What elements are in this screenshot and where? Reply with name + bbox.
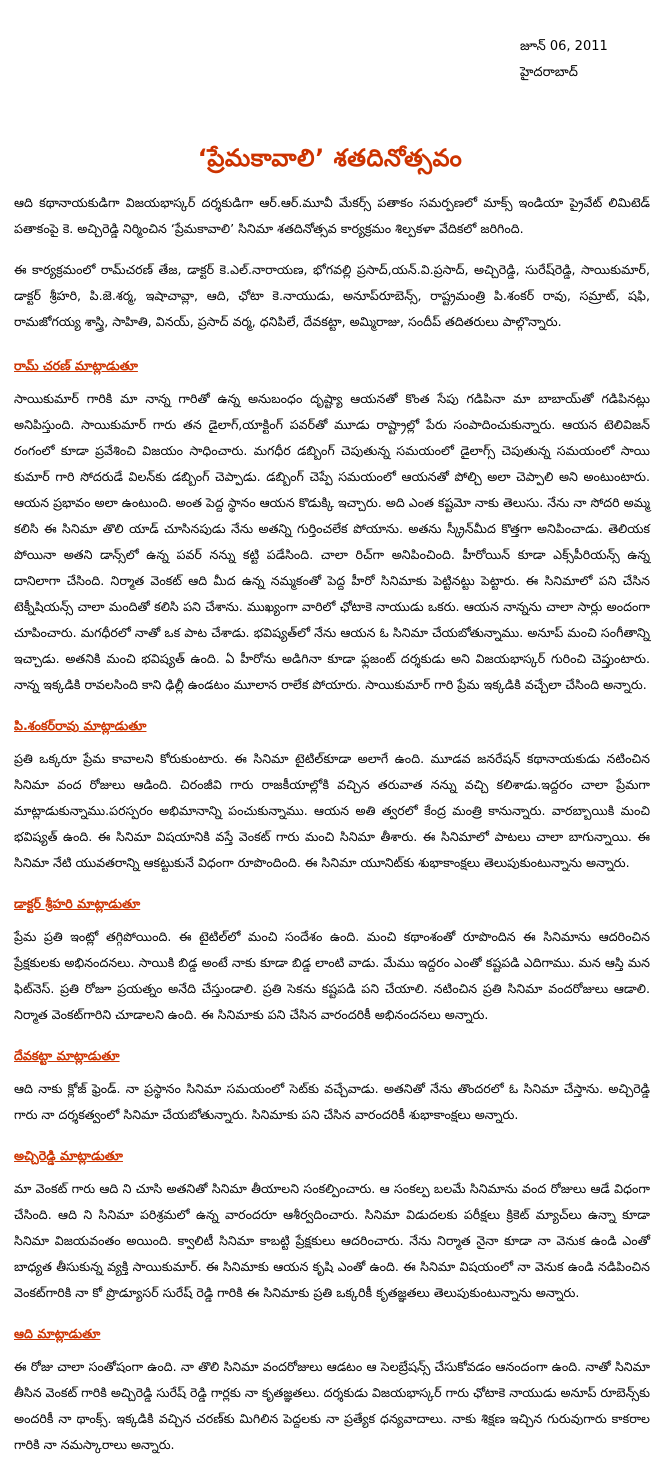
speech-section-shankar-rao [14,713,650,876]
speaker-heading: రామ్ చరణ్ మాట్లాడుతూ [14,358,138,373]
speech-text: సాయికుమార్ గారికి మా నాన్న గారితో ఉన్న అనుబంధం దృష్ట్యా ఆయనతో కొంత సేపు గడిపినా మా బాబాయ్‌తో గడిపినట్లు అనిపిస్తుంది. సాయికుమార్ గారు తన డైలాగ్,యాక్టింగ్ పవర్‌తో మూడు రాష్ట్రాల్లో పేరు సంపాదించుకున్నారు. ఆయన టెలివిజన్ రంగంలో కూడా ప్రవేశించి విజయం సాధించారు. మగధీర డబ్బింగ్ చెపుతున్న సమయంలో డైలాగ్స్ చెపుతున్న సమయంలో సాయి కుమార్ గారి సోదరుడే విలన్‌కు డబ్బింగ్ చెప్పాడు. డబ్బింగ్ చెప్పే సమయంలో ఆయనతో పోల్చి అలా చెప్పాలి అని అంటుంటారు. ఆయన ప్రభావం అలా ఉంటుంది. అంత పెద్ద స్థానం ఆయన కొడుక్కి ఇచ్చారు. అది ఎంత కష్టమో నాకు తెలుసు. నేను నా సోదరి అమ్మ కలిసి ఈ సినిమా తొలి యాడ్ చూసినపుడు నేను అతన్ని గుర్తించలేక పోయాను. అతను స్క్రీన్‌మీద కొత్తగా అనిపించాడు. తెలియక పోయినా అతని డాన్స్‌లో ఉన్న పవర్ నన్ను కట్టి పడేసింది. చాలా రిచ్‌గా అనిపించింది. హీరోయిన్ కూడా ఎక్స్‌పీరియన్స్ ఉన్న దానిలాగా చేసింది. నిర్మాత వెంకట్ ఆది మీద ఉన్న నమ్మకంతో పెద్ద హీరో సినిమాకు పెట్టినట్టు పెట్టారు. ఈ సినిమాలో పని చేసిన టెక్నీషియన్స్ చాలా మందితో కలిసి పని చేశాను. ముఖ్యంగా వారిలో ఛోటాకె నాయుడు ఒకరు. ఆయన నాన్నను చాలా సార్లు అందంగా చూపించారు. మగధీరలో నాతో ఒక పాట చేశాడు. భవిష్యత్‌లో నేను ఆయన ఓ సినిమా చేయబోతున్నాము. అనూప్ మంచి సంగీతాన్ని ఇచ్చాడు. అతనికి మంచి భవిష్యత్ ఉంది. ఏ హీరోను అడిగినా కూడా ఫ్లజంట్ దర్శకుడు అని విజయభాస్కర్ గురించి చెప్తుంటారు. నాన్న ఇక్కడికి రావలసింది కాని ఢిల్లీ ఉండటం మూలాన రాలేక పోయారు. సాయికుమార్ గారి ప్రేమ ఇక్కడికి వచ్చేలా చేసింది అన్నారు. [14,391,650,692]
speech-text: ఈ రోజు చాలా సంతోషంగా ఉంది. నా తొలి సినిమా వందరోజులు ఆడటం ఆ సెలబ్రేషన్స్ చేసుకోవడం ఆనందంగా ఉంది. నాతో సినిమా తీసిన వెంకట్ గారికి అచ్చిరెడ్డి సురేష్ రెడ్డి గార్లకు నా కృతజ్ఞతలు. దర్శకుడు విజయభాస్కర్ గారు ఛోటాకె నాయుడు అనూప్ రూబెన్స్‌కు అందరికీ నా థాంక్స్. ఇక్కడికి వచ్చిన చరణ్‌కు మిగిలిన పెద్దలకు నా ప్రత్యేక ధన్యవాదాలు. నాకు శిక్షణ ఇచ్చిన గురువుగారు కాకరాల గారికి నా నమస్కారాలు అన్నారు. [14,1359,650,1452]
speech-section-deva-katta [14,1043,650,1128]
speech-text: ప్రేమ ప్రతి ఇంట్లో తగ్గిపోయింది. ఈ టైటిల్‌లో మంచి సందేశం ఉంది. మంచి కథాంశంతో రూపొందిన ఈ సినిమాను ఆదరించిన ప్రేక్షకులకు అభినందనలు. సాయికి బిడ్డ అంటే నాకు కూడా బిడ్డ లాంటి వాడు. మేము ఇద్దరం ఎంతో కష్టపడి ఎదిగాము. మన ఆస్తి మన ఫిట్‌నెస్. ప్రతి రోజూ ప్రయత్నం అనేది చేస్తుండాలి. ప్రతి సెకను కష్టపడి పని చేయాలి. నటించిన ప్రతి సినిమా వందరోజులు ఆడాలి. నిర్మాత వెంకట్‌గారిని చూడాలని ఉంది. ఈ సినిమాకు పని చేసిన వారందరికీ అభినందనలు అన్నారు. [14,929,650,1022]
speech-text: మా వెంకట్ గారు ఆది ని చూసి అతనితో సినిమా తీయాలని సంకల్పించారు. ఆ సంకల్ప బలమే సినిమాను వంద రోజులు ఆడే విధంగా చేసింది. ఆది ని సినిమా పరిశ్రమలో ఉన్న వారందరూ ఆశీర్వదించారు. సినిమా విడుదలకు పరీక్షలు క్రికెట్ మ్యాచ్‌లు ఉన్నా కూడా సినిమా విజయవంతం అయింది. క్వాలిటీ సినిమా కాబట్టి ప్రేక్షకులు ఆదరించారు. నేను నిర్మాత నైనా కూడా నా వెనుక ఉండి ఎంతో బాధ్యత తీసుకున్న వ్యక్తి సాయికుమార్. ఈ సినిమాకు ఆయన కృషి ఎంతో ఉంది. ఈ సినిమా విషయంలో నా వెనుక ఉండి నడిపించిన వెంకట్‌గారికి నా కో ప్రొడ్యూసర్ సురేష్ రెడ్డి గారికి ఈ సినిమాకు ప్రతి ఒక్కరికీ కృతజ్ఞతలు తెలుపుకుంటున్నాను అన్నారు. [14,1181,651,1300]
article-title: ‘ప్రేమకావాలి’ శతదినోత్సవం [197,144,463,173]
attendees-paragraph: ఈ కార్యక్రమంలో రామ్‌చరణ్ తేజ, డాక్టర్ కె.ఎల్.నారాయణ, భోగవల్లి ప్రసాద్,యన్.వి.ప్రసాద్, అచ్చిరెడ్డి, సురేష్‌రెడ్డి, సాయికుమార్, డాక్టర్ శ్రీహరి, పి.జె.శర్మ, ఇషాచావ్లా, ఆది, ఛోటా కె.నాయుడు, అనూప్‌రూబెన్స్, రాష్ట్రమంత్రి పి.శంకర్ రావు, సమ్రాట్, షఫి, రామజోగయ్య శాస్త్రి, సాహితి, వినయ్, ప్రసాద్ వర్మ, ధనిపిలే, దేవకట్టా, అమ్మిరాజు, సందీప్ తదితరులు పాల్గొన్నారు. [14,262,650,329]
speech-text: ప్రతి ఒక్కరూ ప్రేమ కావాలని కోరుకుంటారు. ఈ సినిమా టైటిల్‌కూడా అలాగే ఉంది. మూడవ జనరేషన్ కథానాయకుడు నటించిన సినిమా వంద రోజులు ఆడింది. చిరంజీవి గారు రాజకీయాల్లోకి వచ్చిన తరువాత నన్ను వచ్చి కలిశాడు.ఇద్దరం చాలా ప్రేమగా మాట్లాడుకున్నాము.పరస్పరం అభిమానాన్ని పంచుకున్నాము. ఆయన అతి త్వరలో కేంద్ర మంత్రి కానున్నారు. వారబ్బాయికి మంచి భవిష్యత్ ఉంది. ఈ సినిమా విషయానికి వస్తే వెంకట్ గారు మంచి సినిమా తీశారు. ఈ సినిమాలో పాటలు చాలా బాగున్నాయి. ఈ సినిమా నేటి యువతరాన్ని ఆకట్టుకునే విధంగా రూపొందింది. ఈ సినిమా యూనిట్‌కు శుభాకాంక్షలు తెలుపుకుంటున్నాను అన్నారు. [14,751,650,870]
speech-section-ram-charan [14,353,650,698]
article-body [14,190,650,1473]
article-date: జూన్ 06, 2011 [520,39,608,54]
speech-section-achi-reddy [14,1143,650,1306]
intro-paragraph: ఆది కథానాయకుడిగా విజయభాస్కర్ దర్శకుడిగా ఆర్.ఆర్.మూవీ మేకర్స్ పతాకం సమర్పణలో మాక్స్ ఇండియా ప్రైవేట్ లిమిటెడ్ పతాకంపై కె. అచ్చిరెడ్డి నిర్మించిన ‘ప్రేమకావాలి’ సినిమా శతదినోత్సవ కార్యక్రమం శిల్పకళా వేదికలో జరిగింది. [14,195,650,236]
dateline [520,34,640,86]
speaker-heading: ఆది మాట్లాడుతూ [14,1326,101,1341]
speaker-heading: డాక్టర్ శ్రీహరి మాట్లాడుతూ [14,896,141,911]
speaker-heading: పి.శంకర్‌రావు మాట్లాడుతూ [14,718,147,733]
speaker-heading: అచ్చిరెడ్డి మాట్లాడుతూ [14,1148,123,1163]
speaker-heading: దేవకట్టా మాట్లాడుతూ [14,1048,120,1063]
speech-section-srihari [14,891,650,1028]
article-place: హైదరాబాద్ [520,65,578,80]
speech-text: ఆది నాకు క్లోజ్ ఫ్రెండ్. నా ప్రస్థానం సినిమా సమయంలో సెట్‌కు వచ్చేవాడు. అతనితో నేను తొందరలో ఓ సినిమా చేస్తాను. అచ్చిరెడ్డి గారు నా దర్శకత్వంలో సినిమా చేయబోతున్నారు. సినిమాకు పని చేసిన వారందరికీ శుభాకాంక్షలు అన్నారు. [14,1081,650,1122]
